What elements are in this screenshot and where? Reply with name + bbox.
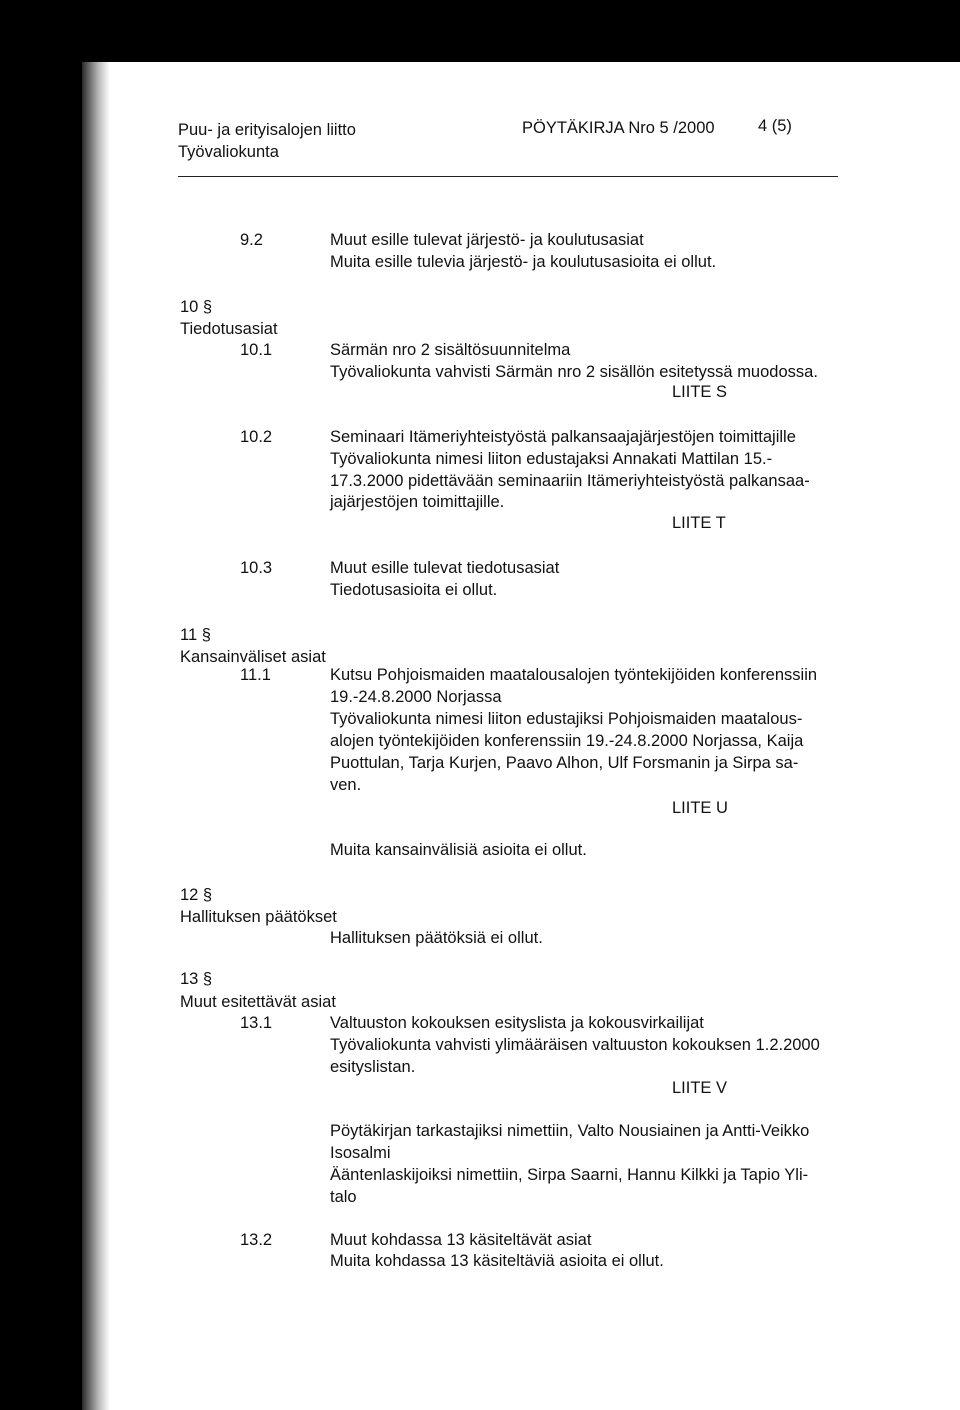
header-doc: PÖYTÄKIRJA Nro 5 /2000 [522,119,715,137]
scan-border-left [0,0,82,1410]
s11-1-line1: Työvaliokunta nimesi liiton edustajiksi Pohjoismaiden maatalous- [330,710,803,728]
s10-2-line3: jajärjestöjen toimittajille. [330,493,505,511]
s12-text: Hallituksen päätöksiä ei ollut. [330,929,543,947]
s11-1-line2: alojen työntekijöiden konferenssiin 19.-24.8.2000 Norjassa, Kaija [330,732,804,750]
s13-title: Muut esitettävät asiat [180,993,336,1011]
scan-page-shadow [82,62,110,1410]
s10-3-title: Muut esille tulevat tiedotusasiat [330,559,560,577]
s10-3-num: 10.3 [240,559,273,577]
s13-1-p3-line2: talo [330,1188,357,1206]
s11-1-title2: 19.-24.8.2000 Norjassa [330,688,502,706]
s9-2-text: Muita esille tulevia järjestö- ja koulutusasioita ei ollut. [330,253,717,271]
s10-2-title: Seminaari Itämeriyhteistyöstä palkansaajajärjestöjen toimittajille [330,428,796,446]
s10-title: Tiedotusasiat [180,320,278,338]
s13-num: 13 § [180,970,213,988]
s13-2-title: Muut kohdassa 13 käsiteltävät asiat [330,1231,592,1249]
s11-1-line4: ven. [330,776,362,794]
s13-1-p3-line1: Ääntenlaskijoiksi nimettiin, Sirpa Saarni, Hannu Kilkki ja Tapio Yli- [330,1166,809,1184]
header-org-sub: Työvaliokunta [178,143,279,161]
s11-1-num: 11.1 [240,666,271,684]
s10-1-text: Työvaliokunta vahvisti Särmän nro 2 sisällön esitetyssä muodossa. [330,363,818,381]
s13-2-num: 13.2 [240,1231,273,1249]
s12-title: Hallituksen päätökset [180,908,337,926]
s10-2-line2: 17.3.2000 pidettävään seminaariin Itämeriyhteistyöstä palkansaa- [330,472,810,490]
s10-1-title: Särmän nro 2 sisältösuunnitelma [330,341,571,359]
s13-1-line2: esityslistan. [330,1058,416,1076]
s13-1-num: 13.1 [240,1014,273,1032]
s9-2-num: 9.2 [240,231,263,249]
header-org: Puu- ja erityisalojen liitto [178,121,356,139]
s13-1-p2-line2: Isosalmi [330,1144,391,1162]
header-page: 4 (5) [758,117,792,135]
s10-2-line1: Työvaliokunta nimesi liiton edustajaksi Annakati Mattilan 15.- [330,450,773,468]
s10-num: 10 § [180,298,213,316]
s11-1-line3: Puottulan, Tarja Kurjen, Paavo Alhon, Ulf Forsmanin ja Sirpa sa- [330,754,799,772]
header-rule [178,176,838,177]
s11-title: Kansainväliset asiat [180,648,326,666]
s10-2-num: 10.2 [240,428,273,446]
s11-num: 11 § [180,626,211,644]
s9-2-title: Muut esille tulevat järjestö- ja koulutusasiat [330,231,644,249]
s10-3-text: Tiedotusasioita ei ollut. [330,581,498,599]
s12-num: 12 § [180,886,213,904]
s10-1-num: 10.1 [240,341,273,359]
s13-2-text: Muita kohdassa 13 käsiteltäviä asioita ei ollut. [330,1252,664,1270]
s13-1-title: Valtuuston kokouksen esityslista ja kokousvirkailijat [330,1014,704,1032]
scan-border-top [0,0,960,62]
s11-1-other: Muita kansainvälisiä asioita ei ollut. [330,841,587,859]
s13-1-liite: LIITE V [672,1079,728,1097]
s10-2-liite: LIITE T [672,514,726,532]
s11-1-liite: LIITE U [672,799,728,817]
s13-1-p2-line1: Pöytäkirjan tarkastajiksi nimettiin, Valto Nousiainen ja Antti-Veikko [330,1122,810,1140]
s10-1-liite: LIITE S [672,383,728,401]
s13-1-line1: Työvaliokunta vahvisti ylimääräisen valtuuston kokouksen 1.2.2000 [330,1036,820,1054]
s11-1-title1: Kutsu Pohjoismaiden maatalousalojen työntekijöiden konferenssiin [330,666,818,684]
